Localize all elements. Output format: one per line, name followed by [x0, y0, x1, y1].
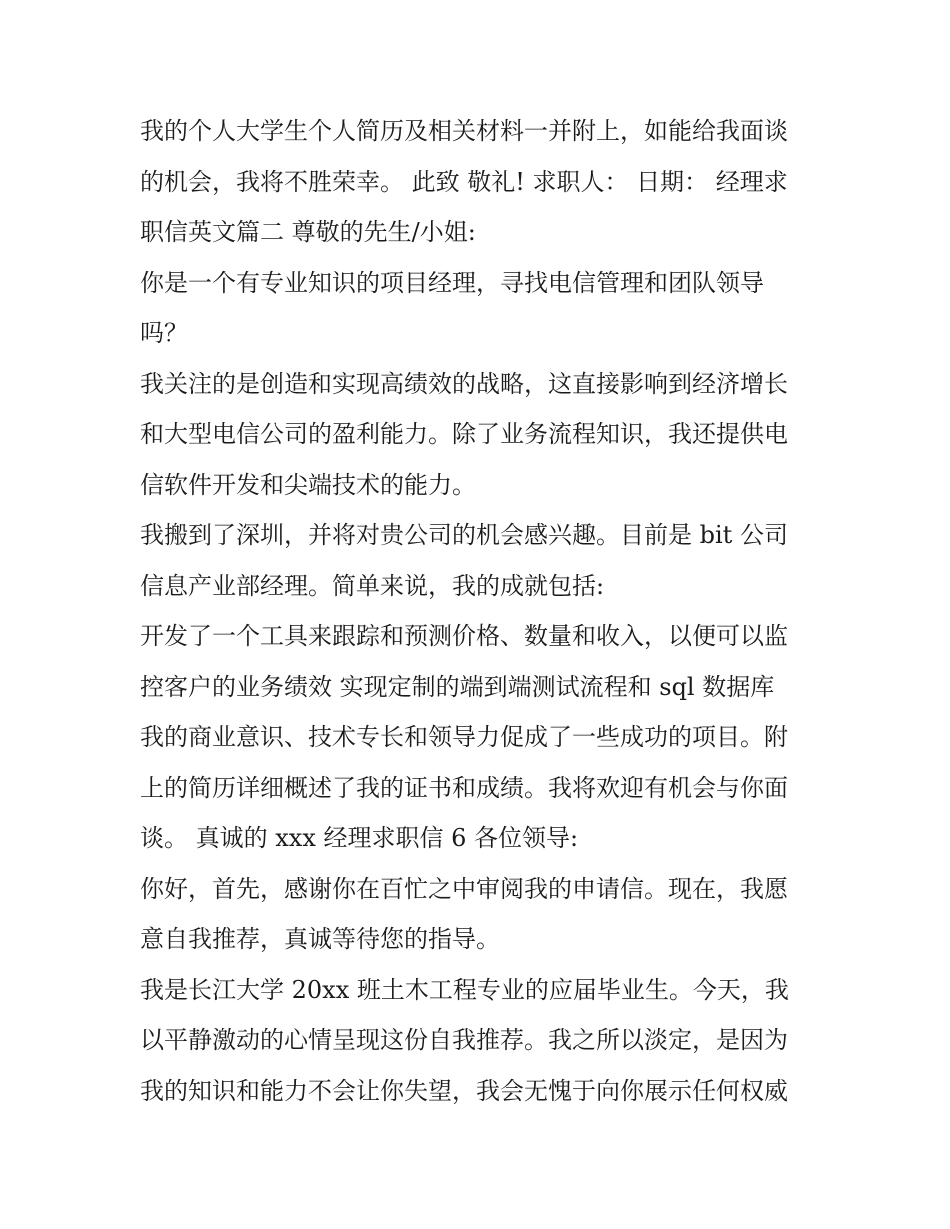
- text-line: 开发了一个工具来跟踪和预测价格、数量和收入，以便可以监: [140, 622, 788, 650]
- text-line: 你是一个有专业知识的项目经理，寻找电信管理和团队领导: [140, 268, 764, 297]
- text-line: 控客户的业务绩效 实现定制的端到端测试流程和 sql 数据库: [140, 672, 775, 701]
- text-line: 我关注的是创造和实现高绩效的战略，这直接影响到经济增长: [140, 369, 788, 398]
- text-line: 上的简历详细概述了我的证书和成绩。我将欢迎有机会与你面: [140, 773, 788, 802]
- text-line: 我的知识和能力不会让你失望，我会无愧于向你展示任何权威: [140, 1076, 788, 1105]
- text-line: 意自我推荐，真诚等待您的指导。: [140, 925, 500, 953]
- text-line: 吗？: [140, 319, 188, 347]
- text-line: 和大型电信公司的盈利能力。除了业务流程知识，我还提供电: [140, 420, 788, 448]
- text-line: 职信英文篇二 尊敬的先生/小姐:: [140, 218, 476, 246]
- text-line: 信软件开发和尖端技术的能力。: [140, 470, 476, 499]
- text-line: 我的商业意识、技术专长和领导力促成了一些成功的项目。附: [140, 723, 788, 751]
- text-line: 信息产业部经理。简单来说，我的成就包括:: [140, 571, 605, 600]
- text-line: 你好，首先，感谢你在百忙之中审阅我的申请信。现在，我愿: [140, 874, 788, 903]
- text-line: 我搬到了深圳，并将对贵公司的机会感兴趣。目前是 bit 公司: [140, 521, 788, 549]
- text-line: 我的个人大学生个人简历及相关材料一并附上，如能给我面谈: [140, 117, 788, 145]
- text-line: 我是长江大学 20xx 班土木工程专业的应届毕业生。今天，我: [140, 975, 789, 1004]
- text-line: 谈。 真诚的 xxx 经理求职信 6 各位领导:: [140, 824, 579, 852]
- document-body: [140, 106, 830, 1116]
- text-line: 以平静激动的心情呈现这份自我推荐。我之所以淡定，是因为: [140, 1026, 788, 1054]
- text-line: 的机会，我将不胜荣幸。 此致 敬礼! 求职人： 日期： 经理求: [140, 167, 788, 196]
